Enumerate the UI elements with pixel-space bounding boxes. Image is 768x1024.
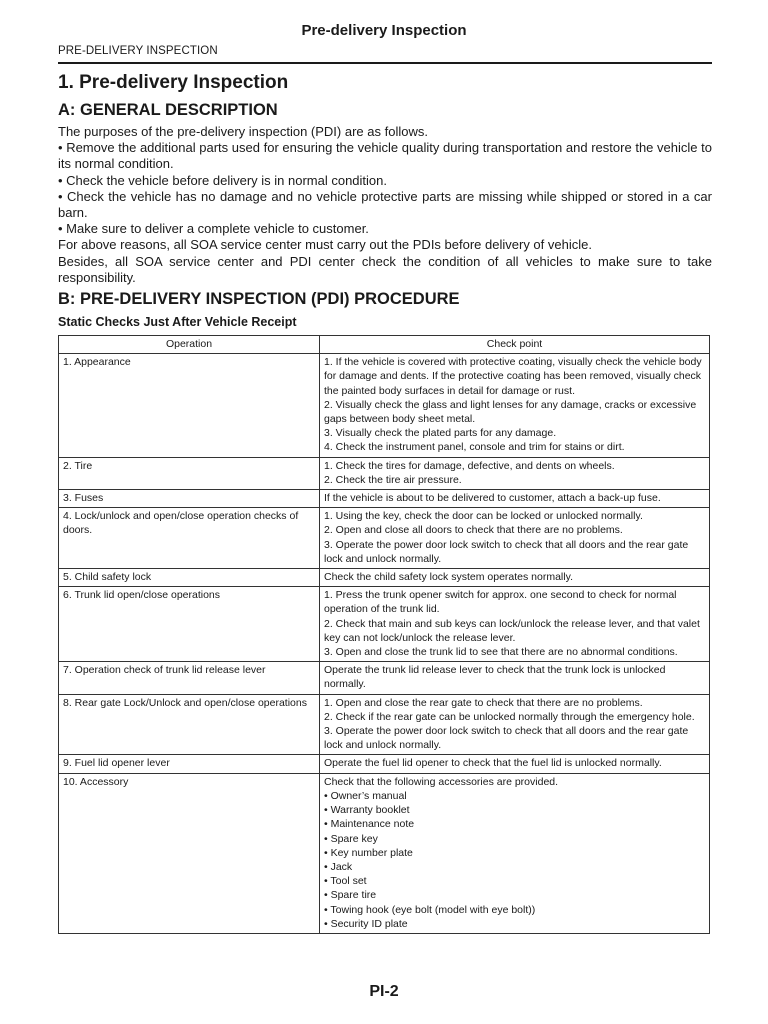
checkpoint-line: 2. Check if the rear gate can be unlocked normally through the emergency hole.: [324, 710, 695, 723]
checkpoint-line: 1. If the vehicle is covered with protective coating, visually check the vehicle body for damage and dents. If the protective coating has been removed, visually check the painted body surfaces in detail for damage or rust.: [324, 356, 702, 397]
checkpoint-line: • Spare key: [324, 832, 378, 845]
table-caption: Static Checks Just After Vehicle Receipt: [58, 315, 297, 329]
operation-cell: 3. Fuses: [59, 490, 320, 508]
checkpoint-line: Check the child safety lock system operates normally.: [324, 571, 573, 584]
column-header-checkpoint: Check point: [320, 336, 710, 354]
table-body: [59, 354, 710, 934]
table-row: [59, 508, 710, 569]
procedure-heading: B: PRE-DELIVERY INSPECTION (PDI) PROCEDURE: [58, 290, 460, 308]
operation-cell: 9. Fuel lid opener lever: [59, 755, 320, 773]
table-row: [59, 694, 710, 755]
checkpoint-cell: [320, 587, 710, 662]
checkpoint-cell: [320, 354, 710, 457]
checkpoint-cell: [320, 457, 710, 489]
document-page: [58, 0, 710, 1024]
paragraph: Besides, all SOA service center and PDI center check the condition of all vehicles to make sure to take responsibility.: [58, 253, 712, 285]
page-number: PI-2: [369, 983, 399, 1000]
checkpoint-line: 1. Check the tires for damage, defective, and dents on wheels.: [324, 459, 615, 472]
header-rule: [58, 62, 712, 64]
general-description-heading: A: GENERAL DESCRIPTION: [58, 101, 278, 119]
checkpoint-line: 3. Visually check the plated parts for any damage.: [324, 427, 557, 440]
table-row: [59, 755, 710, 773]
checkpoint-cell: [320, 662, 710, 694]
checkpoint-line: 2. Check the tire air pressure.: [324, 473, 462, 486]
checkpoint-cell: [320, 490, 710, 508]
operation-cell: 1. Appearance: [59, 354, 320, 457]
table-row: [59, 354, 710, 457]
checkpoint-cell: [320, 569, 710, 587]
section-tag: PRE-DELIVERY INSPECTION: [58, 45, 218, 57]
checkpoint-line: 1. Using the key, check the door can be locked or unlocked normally.: [324, 510, 643, 523]
paragraph: The purposes of the pre-delivery inspection (PDI) are as follows.: [58, 124, 428, 139]
checkpoint-line: 2. Check that main and sub keys can lock/unlock the release lever, and that valet key can not lock/unlock the release lever.: [324, 617, 700, 644]
checkpoint-line: 3. Open and close the trunk lid to see that there are no abnormal conditions.: [324, 646, 678, 659]
table-header-row: [59, 336, 710, 354]
bullet-item: • Check the vehicle has no damage and no vehicle protective parts are missing while shipped or stored in a car barn.: [58, 188, 712, 221]
checkpoint-line: Operate the fuel lid opener to check that the fuel lid is unlocked normally.: [324, 757, 662, 770]
checkpoint-cell: [320, 694, 710, 755]
checkpoint-cell: [320, 755, 710, 773]
checkpoint-line: 3. Operate the power door lock switch to check that all doors and the rear gate lock and unlock normally.: [324, 725, 689, 752]
checkpoint-line: • Tool set: [324, 875, 367, 888]
checkpoint-line: Check that the following accessories are provided.: [324, 775, 559, 788]
operation-cell: 10. Accessory: [59, 773, 320, 933]
bullet-item: • Remove the additional parts used for ensuring the vehicle quality during transportation and restore the vehicle to its normal condition.: [58, 140, 712, 172]
checkpoint-line: • Spare tire: [324, 889, 377, 902]
operation-cell: 6. Trunk lid open/close operations: [59, 587, 320, 662]
checkpoint-line: 1. Press the trunk opener switch for approx. one second to check for normal operation of the trunk lid.: [324, 589, 677, 616]
checkpoint-line: • Security ID plate: [324, 917, 408, 930]
inspection-table: [58, 335, 710, 934]
checkpoint-line: 2. Visually check the glass and light lenses for any damage, cracks or excessive gaps between body sheet metal.: [324, 398, 697, 426]
checkpoint-line: • Jack: [324, 860, 353, 873]
table-row: [59, 587, 710, 662]
general-description-body: [58, 124, 712, 286]
checkpoint-line: • Maintenance note: [324, 818, 415, 831]
operation-cell: 2. Tire: [59, 457, 320, 489]
checkpoint-line: • Warranty booklet: [324, 804, 410, 817]
operation-cell: 7. Operation check of trunk lid release lever: [59, 662, 320, 694]
table-row: [59, 662, 710, 694]
checkpoint-line: • Towing hook (eye bolt (model with eye bolt)): [324, 903, 536, 916]
bullet-item: • Check the vehicle before delivery is in normal condition.: [58, 172, 387, 188]
checkpoint-line: 2. Open and close all doors to check that there are no problems.: [324, 524, 623, 537]
checkpoint-line: 1. Open and close the rear gate to check that there are no problems.: [324, 696, 643, 709]
checkpoint-cell: [320, 508, 710, 569]
paragraph: For above reasons, all SOA service center must carry out the PDIs before delivery of vehicle.: [58, 237, 592, 253]
checkpoint-line: • Owner’s manual: [324, 789, 407, 802]
table-row: [59, 569, 710, 587]
bullet-item: • Make sure to deliver a complete vehicle to customer.: [58, 221, 369, 237]
checkpoint-line: • Key number plate: [324, 846, 413, 859]
checkpoint-line: If the vehicle is about to be delivered to customer, attach a back-up fuse.: [324, 492, 661, 505]
checkpoint-line: 3. Operate the power door lock switch to check that all doors and the rear gate lock and unlock normally.: [324, 538, 689, 565]
checkpoint-line: 4. Check the instrument panel, console and trim for stains or dirt.: [324, 441, 625, 454]
column-header-operation: Operation: [59, 336, 320, 354]
checkpoint-line: Operate the trunk lid release lever to check that the trunk lock is unlocked normally.: [324, 664, 666, 691]
table-row: [59, 490, 710, 508]
running-title: Pre-delivery Inspection: [301, 22, 467, 39]
operation-cell: 8. Rear gate Lock/Unlock and open/close operations: [59, 694, 320, 755]
table-row: [59, 773, 710, 933]
operation-cell: 5. Child safety lock: [59, 569, 320, 587]
page-title: 1. Pre-delivery Inspection: [58, 72, 289, 93]
checkpoint-cell: [320, 773, 710, 933]
operation-cell: 4. Lock/unlock and open/close operation checks of doors.: [59, 508, 320, 569]
table-row: [59, 457, 710, 489]
